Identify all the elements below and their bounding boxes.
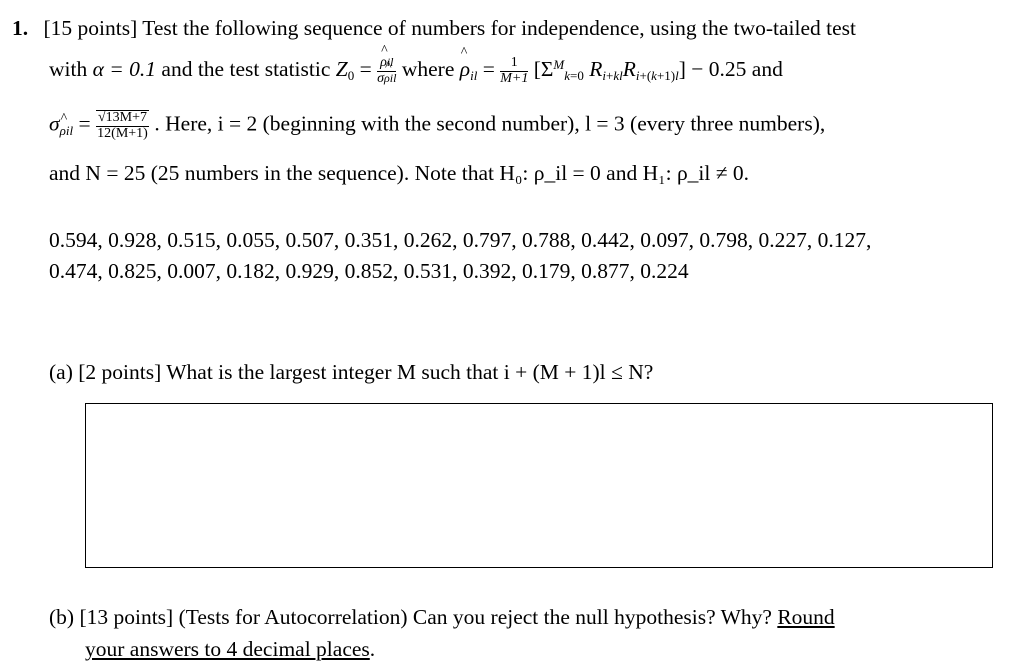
part-a-question: (a) [2 points] What is the largest integer M such that i + (M + 1)l ≤ N? [49,360,654,384]
question-intro: [15 points] Test the following sequence of numbers for independence, using the two-tailed test [43,16,857,40]
rho-fraction: $\frac{1}{M+1}$ [500,55,529,86]
rho-sum: [$\Sigma^M_{k=0}$ $R_{i+kl}R_{i+(k+1)l}$] [533,57,686,84]
z0-fraction: ^ $\frac{\text{ρil}}{\text{σ\textasciicircum{} ρil}}$ [377,56,396,86]
with-text: with [49,57,88,82]
part-a-answer-box[interactable] [85,403,993,568]
formula-line-sigma: σ^ $_{\rho il}$ = $\frac{√13M+7}{12(M+1)}$ . Here, i = 2 (beginning with the second number), l = 3 (every three numbers), [49,110,825,141]
params-text: . Here, i = 2 (beginning with the second number), l = 3 (every three numbers), [154,111,826,136]
sigma-fraction: $\frac{√13M+7}{12(M+1)}$ [97,110,148,141]
part-b-question: (b) [13 points] (Tests for Autocorrelation) Can you reject the null hypothesis? Why? Round [49,605,835,629]
question-number: 1. [12,16,29,40]
test-statistic-text: and the test statistic [161,57,331,82]
formula-line-z0: with α = 0.1 and the test statistic $Z_0$ = ^ $\frac{\text{ρil}}{\text{σ\textasciicircum{} ρil}}$ where ^ $\rho_{il}$ = $\frac{1}{M+1}$ [$\Sigma^M_{k=0}$ $R_{i+kl}R_{i+(k+1)l}] - 0.25$ and [49,56,783,86]
where-text: where [401,57,455,82]
question-header [12,16,856,41]
sequence-line-2: 0.474, 0.825, 0.007, 0.182, 0.929, 0.852, 0.531, 0.392, 0.179, 0.877, 0.224 [49,259,689,283]
round-instruction: Round [777,605,835,629]
sequence-line-1: 0.594, 0.928, 0.515, 0.055, 0.507, 0.351, 0.262, 0.797, 0.788, 0.442, 0.097, 0.798, 0.227, 0.127, [49,228,872,252]
minus-constant: − 0.25 and [691,57,783,82]
alpha-value: α = 0.1 [92,57,157,82]
part-b-question-cont: your answers to 4 decimal places. [85,637,376,661]
z0-symbol: Z [335,57,348,82]
hypotheses-line: and N = 25 (25 numbers in the sequence). Note that H₀: ρ_il = 0 and H₁: ρ_il ≠ 0. [49,161,750,185]
